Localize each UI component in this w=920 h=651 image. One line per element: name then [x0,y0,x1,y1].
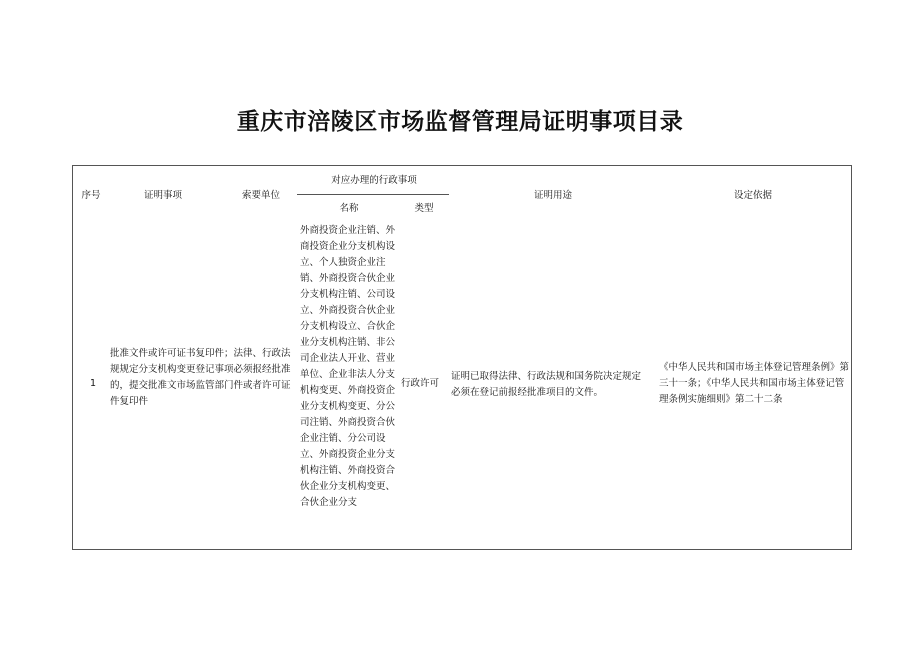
header-sub-divider [297,194,449,195]
header-purpose: 证明用途 [533,190,572,201]
header-index: 序号 [81,190,101,201]
row-basis: 《中华人民共和国市场主体登记管理条例》第三十一条；《中华人民共和国市场主体登记管理条例实施细则》第二十二条 [659,362,850,405]
row-index: 1 [89,378,97,389]
row-admin-type: 行政许可 [401,378,440,389]
header-basis: 设定依据 [733,190,772,201]
header-dept: 索要单位 [241,190,280,201]
row-purpose: 证明已取得法律、行政法规和国务院决定规定必须在登记前报经批准项目的文件。 [451,371,642,398]
catalog-table [72,165,852,550]
page-title: 重庆市涪陵区市场监督管理局证明事项目录 [236,109,684,135]
row-admin-name: 外商投资企业注销、外商投资企业分支机构设立、个人独资企业注销、外商投资合伙企业分支机构注销、公司设立、外商投资合伙企业分支机构设立、合伙企业分支机构注销、非公司企业法人开业、营业单位、企业非法人分支机构变更、外商投资企业分支机构变更、分公司注销、外商投资合伙企业注销、分公司设立、外商投资企业分支机构注销、外商投资合伙企业分支机构变更、合伙企业分支 [300,225,396,508]
header-item: 证明事项 [143,190,182,201]
row-item: 批准文件或许可证书复印件；法律、行政法规规定分支机构变更登记事项必须报经批准的，提交批准文市场监管部门件或者许可证件复印件 [110,348,291,407]
header-admin-group: 对应办理的行政事项 [331,175,417,186]
header-admin-name: 名称 [339,203,359,214]
header-admin-type: 类型 [414,203,434,214]
